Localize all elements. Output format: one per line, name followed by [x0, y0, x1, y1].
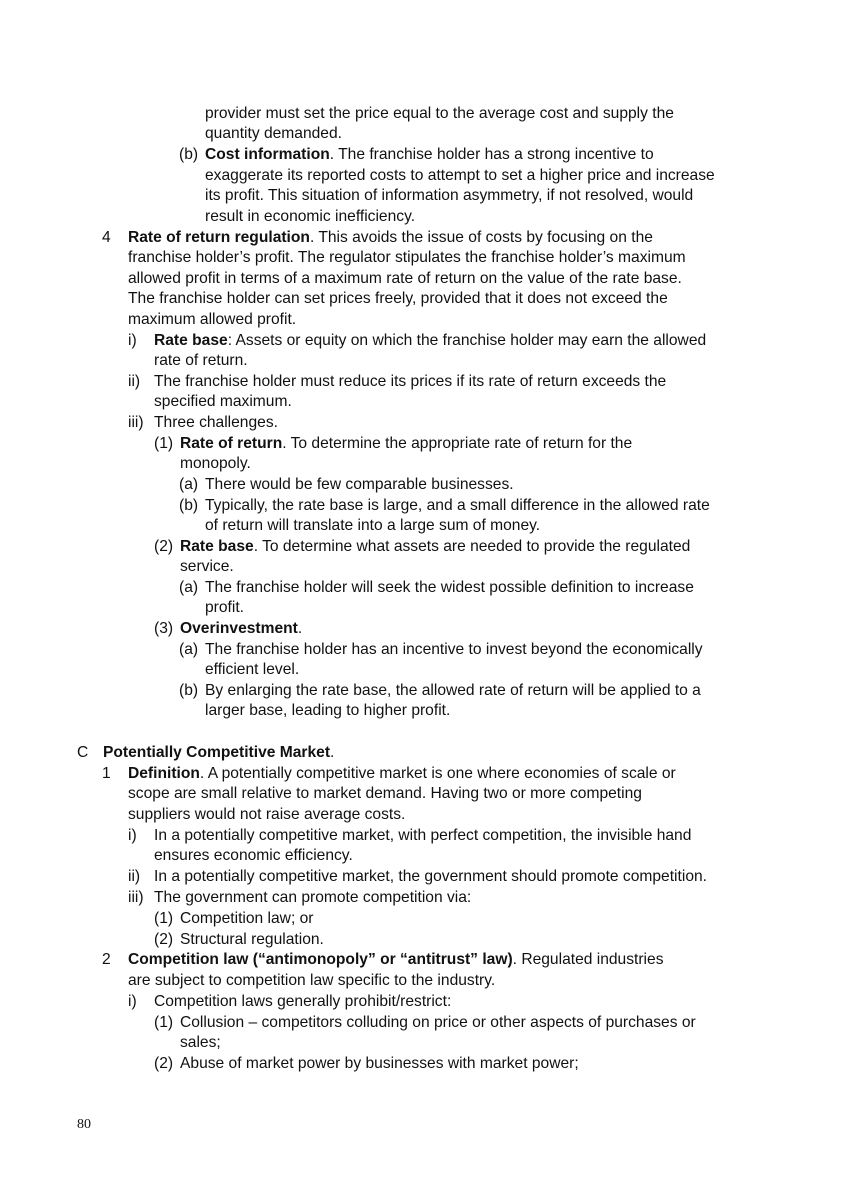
text-line: Typically, the rate base is large, and a small difference in the allowed rate	[205, 497, 710, 514]
text-line: Abuse of market power by businesses with market power;	[180, 1055, 579, 1072]
item-text: . A potentially competitive market is one where economies of scale or	[199, 765, 676, 782]
text-line: ensures economic efficiency.	[154, 847, 353, 864]
item-marker: i)	[128, 332, 137, 349]
text-line: specified maximum.	[154, 393, 292, 410]
text-line	[154, 331, 706, 351]
item-marker: (2)	[154, 1055, 174, 1072]
text-line: By enlarging the rate base, the allowed rate of return will be applied to a	[205, 682, 701, 699]
item-heading: Rate of return regulation	[128, 229, 310, 246]
item-marker: 1	[102, 765, 111, 782]
text-line: profit.	[205, 599, 244, 616]
text-line: The franchise holder can set prices freely, provided that it does not exceed the	[128, 290, 668, 307]
text-line: In a potentially competitive market, the government should promote competition.	[154, 868, 707, 885]
text-line	[128, 228, 653, 248]
item-heading: Potentially Competitive Market	[103, 744, 331, 761]
item-heading: Competition law (“antimonopoly” or “antitrust” law)	[128, 951, 513, 968]
item-heading: Rate of return	[180, 435, 283, 452]
text-line: The government can promote competition via:	[154, 889, 472, 906]
text-line: allowed profit in terms of a maximum rate of return on the value of the rate base.	[128, 270, 682, 287]
text-line: larger base, leading to higher profit.	[205, 702, 451, 719]
item-marker: (a)	[179, 476, 199, 493]
text-line: rate of return.	[154, 352, 248, 369]
text-line: The franchise holder must reduce its prices if its rate of return exceeds the	[154, 373, 667, 390]
text-line: In a potentially competitive market, with perfect competition, the invisible hand	[154, 827, 692, 844]
item-marker: (2)	[154, 931, 174, 948]
item-marker: (a)	[179, 641, 199, 658]
item-heading: Overinvestment	[180, 620, 298, 637]
text-line: result in economic inefficiency.	[205, 208, 416, 225]
text-line	[205, 145, 654, 165]
item-text: : Assets or equity on which the franchise holder may earn the allowed	[227, 332, 707, 349]
text-line: provider must set the price equal to the average cost and supply the	[205, 105, 674, 122]
text-line	[180, 434, 632, 454]
text-line: The franchise holder has an incentive to invest beyond the economically	[205, 641, 703, 658]
text-line: efficient level.	[205, 661, 300, 678]
item-marker: (3)	[154, 620, 174, 637]
item-text: . The franchise holder has a strong incentive to	[329, 146, 654, 163]
text-line: quantity demanded.	[205, 125, 342, 142]
item-marker: ii)	[128, 373, 141, 390]
text-line: service.	[180, 558, 234, 575]
section-marker: C	[77, 744, 89, 761]
item-marker: iii)	[128, 889, 144, 906]
page-number: 80	[77, 1117, 91, 1132]
item-heading: Rate base	[180, 538, 254, 555]
text-line: Competition laws generally prohibit/restrict:	[154, 993, 452, 1010]
text-line: Competition law; or	[180, 910, 314, 927]
item-marker: i)	[128, 993, 137, 1010]
item-marker: (1)	[154, 910, 174, 927]
item-heading: Cost information	[205, 146, 330, 163]
text-line: sales;	[180, 1034, 221, 1051]
item-marker: 2	[102, 951, 111, 968]
item-marker: iii)	[128, 414, 144, 431]
item-marker: (b)	[179, 682, 199, 699]
text-line: of return will translate into a large sum of money.	[205, 517, 541, 534]
item-text: . To determine the appropriate rate of return for the	[282, 435, 633, 452]
item-text: .	[297, 620, 303, 637]
item-text: . Regulated industries	[512, 951, 664, 968]
item-heading: Rate base	[154, 332, 228, 349]
text-line: There would be few comparable businesses.	[205, 476, 514, 493]
item-text: .	[330, 744, 335, 761]
text-line: maximum allowed profit.	[128, 311, 297, 328]
text-line	[128, 764, 676, 784]
text-line: monopoly.	[180, 455, 251, 472]
item-marker: i)	[128, 827, 137, 844]
item-marker: 4	[102, 229, 111, 246]
item-marker: ii)	[128, 868, 141, 885]
item-marker: (a)	[179, 579, 199, 596]
text-line: Three challenges.	[154, 414, 278, 431]
text-line: exaggerate its reported costs to attempt to set a higher price and increase	[205, 167, 715, 184]
text-line	[180, 619, 302, 639]
text-line: Structural regulation.	[180, 931, 324, 948]
item-heading: Definition	[128, 765, 200, 782]
text-line: are subject to competition law specific to the industry.	[128, 972, 496, 989]
item-marker: (1)	[154, 1014, 174, 1031]
text-line: scope are small relative to market demand. Having two or more competing	[128, 785, 642, 802]
item-text: . This avoids the issue of costs by focusing on the	[309, 229, 653, 246]
text-line	[180, 537, 690, 557]
text-line: suppliers would not raise average costs.	[128, 806, 406, 823]
text-line: The franchise holder will seek the widest possible definition to increase	[205, 579, 694, 596]
section-heading	[103, 743, 334, 763]
text-line: Collusion – competitors colluding on price or other aspects of purchases or	[180, 1014, 696, 1031]
text-line	[128, 950, 664, 970]
item-marker: (2)	[154, 538, 174, 555]
text-line: franchise holder’s profit. The regulator stipulates the franchise holder’s maximum	[128, 249, 686, 266]
item-marker: (b)	[179, 146, 199, 163]
item-text: . To determine what assets are needed to provide the regulated	[253, 538, 691, 555]
text-line: its profit. This situation of information asymmetry, if not resolved, would	[205, 187, 694, 204]
item-marker: (1)	[154, 435, 174, 452]
item-marker: (b)	[179, 497, 199, 514]
